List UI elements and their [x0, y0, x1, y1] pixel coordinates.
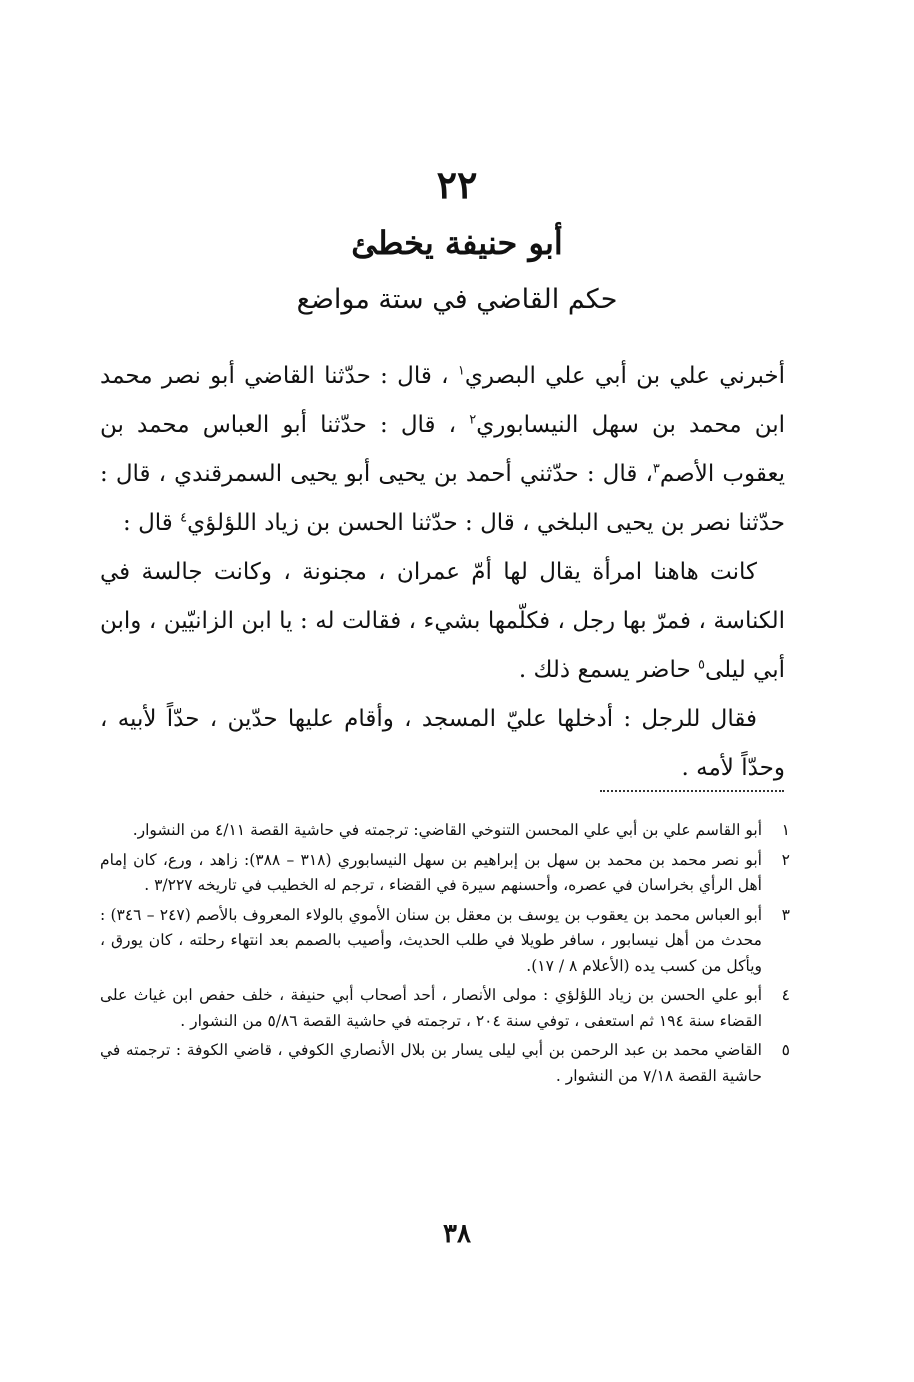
text-segment: ابن محمد بن سهل النيسابوري: [476, 412, 786, 438]
text-segment: ، قال : حدّثنا أبو العباس محمد بن يعقوب: [100, 412, 785, 487]
footnote-text: أبو القاسم علي بن أبي علي المحسن التنوخي القاضي: ترجمته في حاشية القصة ٤/١١ من النشوار.: [132, 821, 762, 839]
footnote-text: أبو العباس محمد بن يعقوب بن يوسف بن معقل بن سنان الأموي بالولاء المعروف بالأصم (٢٤٧ – ٣٤٦) : محدث من أهل نيسابور ، سافر طويلا في طلب الحديث، وأصيب بالصمم بعد انتهاء رحلته ، كان يورق ، ويأكل من كسب يده (الأعلام ٨ / ١٧).: [100, 905, 763, 975]
text-segment: كانت هاهنا امرأة يقال لها أمّ عمران ، مجنونة ، وكانت جالسة في الكناسة ، فمرّ بها رجل ، فكلّمها بشيء ، فقالت له : يا ابن الزانيّين ، وابن أبي ليلى: [100, 559, 785, 683]
text-segment: الأصم: [659, 461, 715, 487]
text-segment: قال :: [123, 510, 173, 536]
footnote-item: [100, 818, 790, 844]
footnote-text: أبو نصر محمد بن محمد بن سهل بن إبراهيم بن سهل النيسابوري (٣١٨ – ٣٨٨): زاهد ، ورع، كان إمام أهل الرأي بخراسان في عصره، وأحسنهم سيرة في القضاء ، ترجم له الخطيب في تاريخه ٣/٢٢٧ .: [100, 850, 762, 894]
page-number: ٣٨: [443, 1219, 471, 1249]
paragraph-isnad: [100, 352, 785, 548]
footnote-number: ١: [781, 821, 790, 839]
footnotes: [100, 818, 790, 1093]
text-segment: نصر بن يحيى البلخي ، قال : حدّثنا الحسن بن زياد اللؤلؤي: [187, 510, 732, 536]
chapter-number: ٢٢: [436, 162, 478, 207]
footnote-item: [100, 903, 790, 980]
story-subtitle: حكم القاضي في ستة مواضع: [296, 284, 618, 315]
footnote-item: [100, 983, 790, 1034]
text-segment: ، قال : حدّثنا القاضي أبو نصر محمد: [100, 363, 449, 389]
footnote-text: أبو علي الحسن بن زياد اللؤلؤي : مولى الأنصار ، أحد أصحاب أبي حنيفة ، خلف حفص ابن غياث على القضاء سنة ١٩٤ ثم استعفى ، توفي سنة ٢٠٤ ، ترجمته في حاشية القصة ٥/٨٦ من النشوار .: [100, 986, 762, 1030]
footnote-ref: ٤: [180, 510, 188, 526]
footnote-text: القاضي محمد بن عبد الرحمن بن أبي ليلى يسار بن بلال الأنصاري الكوفي ، قاضي الكوفة : ترجمته في حاشية القصة ٧/١٨ من النشوار .: [100, 1041, 762, 1085]
footnote-ref: ٥: [698, 657, 705, 673]
footnote-number: ٤: [781, 986, 790, 1004]
footnote-item: [100, 848, 790, 899]
text-segment: أخبرني علي بن أبي علي البصري: [464, 363, 785, 389]
text-segment: ، قال : حدّثني أحمد بن يحيى أبو يحيى السمرقندي ، قال : حدّثنا: [100, 461, 785, 536]
footnote-number: ٥: [781, 1041, 790, 1059]
footnote-ref: ٣: [652, 461, 660, 477]
paragraph-judgment: [100, 695, 785, 793]
story-title: أبو حنيفة يخطئ: [351, 224, 563, 262]
footnote-number: ٢: [781, 850, 790, 869]
text-segment: حاضر يسمع ذلك .: [518, 657, 691, 683]
footnote-divider: [600, 790, 784, 792]
text-segment: فقال للرجل : أدخلها عليّ المسجد ، وأقام عليها حدّين ، حدّاً لأبيه ، وحدّاً لأمه .: [100, 706, 785, 781]
footnote-number: ٣: [781, 905, 790, 924]
main-text: [100, 352, 785, 793]
footnote-item: [100, 1038, 790, 1089]
footnote-ref: ١: [457, 363, 465, 379]
paragraph-story: [100, 548, 785, 695]
footnote-ref: ٢: [469, 412, 477, 428]
